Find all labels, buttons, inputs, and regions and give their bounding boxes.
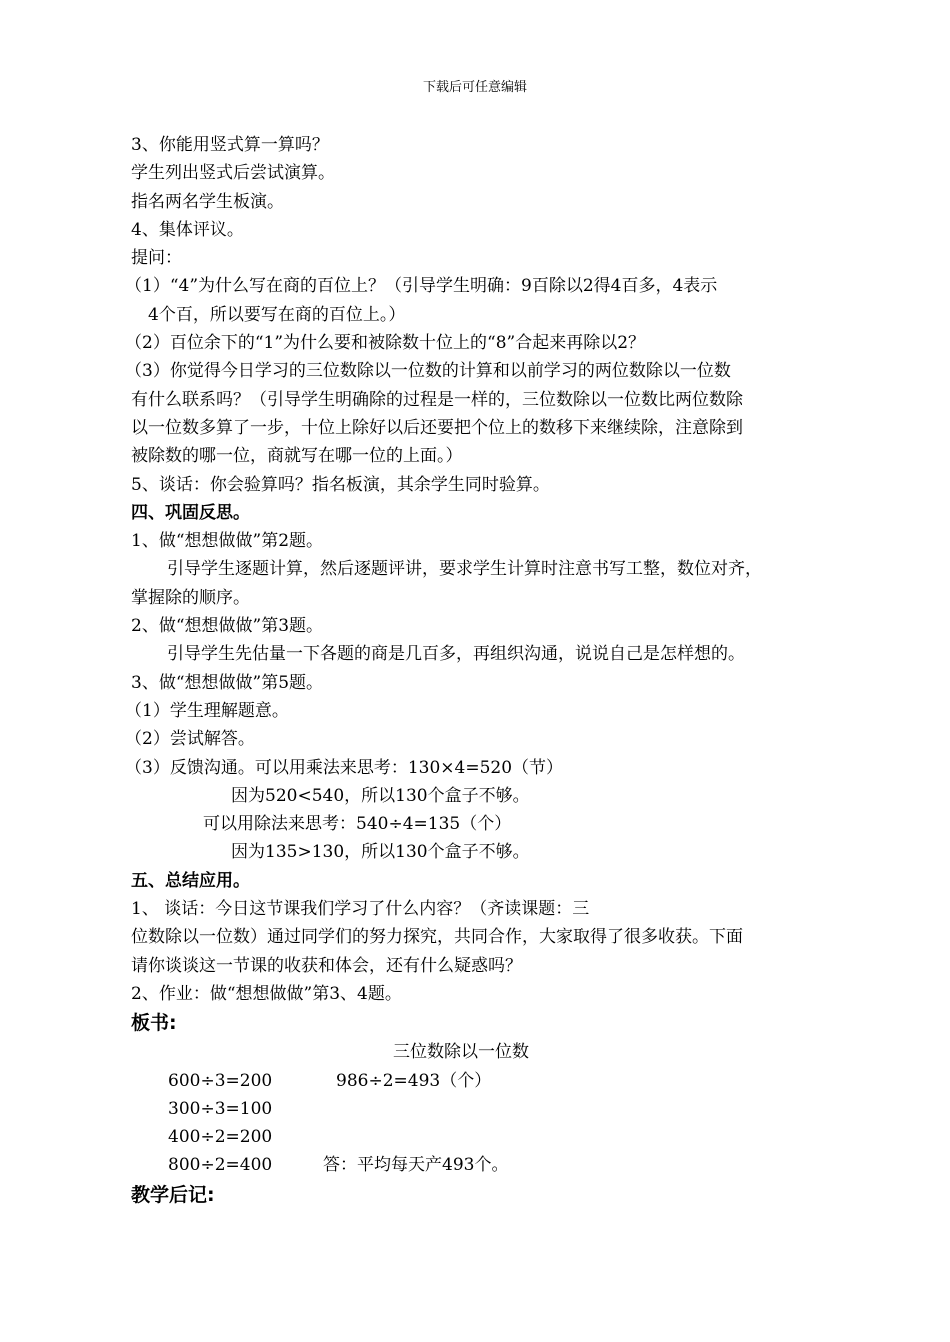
text-line: 被除数的哪一位，商就写在哪一位的上面。） xyxy=(131,446,463,467)
text-line: 可以用除法来思考：540÷4=135（个） xyxy=(203,814,512,835)
text-line: 引导学生先估量一下各题的商是几百多，再组织沟通，说说自己是怎样想的。 xyxy=(167,644,745,665)
board-row xyxy=(131,1151,831,1179)
board-equation: 600÷3=200 xyxy=(168,1070,273,1091)
board-heading: 板书: xyxy=(131,1012,177,1035)
text-line: 4、集体评议。 xyxy=(131,219,244,240)
page-header: 下载后可任意编辑 xyxy=(422,80,527,95)
text-line: 因为520<540，所以130个盒子不够。 xyxy=(231,785,530,806)
board-row xyxy=(131,1095,831,1123)
text-line: （3）反馈沟通。可以用乘法来思考：130×4=520（节） xyxy=(125,757,564,778)
board-row xyxy=(131,1067,831,1095)
board-equation: 400÷2=200 xyxy=(168,1127,273,1148)
text-line: 学生列出竖式后尝试演算。 xyxy=(131,163,335,184)
board-row xyxy=(131,1123,831,1151)
board-answer: 答：平均每天产493个。 xyxy=(323,1155,509,1176)
text-line: 4个百，所以要写在商的百位上。） xyxy=(148,304,406,325)
text-line: （2）尝试解答。 xyxy=(125,729,255,750)
text-line: 3、你能用竖式算一算吗？ xyxy=(131,135,329,155)
text-line: 5、谈话：你会验算吗？指名板演，其余学生同时验算。 xyxy=(131,474,550,495)
text-line: 3、做“想想做做”第5题。 xyxy=(131,672,324,693)
text-line: 提问： xyxy=(131,248,182,269)
text-line: （3）你觉得今日学习的三位数除以一位数的计算和以前学习的两位数除以一位数 xyxy=(125,361,731,382)
text-line: 指名两名学生板演。 xyxy=(131,191,284,212)
text-line: 引导学生逐题计算，然后逐题评讲，要求学生计算时注意书写工整，数位对齐， xyxy=(167,559,762,580)
text-line: 请你谈谈这一节课的收获和体会，还有什么疑惑吗？ xyxy=(131,955,522,976)
text-line: 2、做“想想做做”第3题。 xyxy=(131,616,324,637)
board-equation: 800÷2=400 xyxy=(168,1155,273,1176)
section-heading: 四、巩固反思。 xyxy=(131,502,250,523)
text-line: （2）百位余下的“1”为什么要和被除数十位上的“8”合起来再除以2？ xyxy=(125,333,646,354)
text-line: （1）学生理解题意。 xyxy=(125,700,289,721)
board-equation: 986÷2=493（个） xyxy=(336,1070,492,1091)
text-line: 1、 谈话：今日这节课我们学习了什么内容？（齐读课题：三 xyxy=(131,899,590,920)
text-line: （1）“4”为什么写在商的百位上？（引导学生明确：9百除以2得4百多，4表示 xyxy=(125,276,718,297)
document-body xyxy=(125,131,831,1210)
board-equation: 300÷3=100 xyxy=(168,1098,273,1119)
text-line: 有什么联系吗？（引导学生明确除的过程是一样的，三位数除以一位数比两位数除 xyxy=(131,389,743,410)
section-heading: 五、总结应用。 xyxy=(131,870,250,891)
text-line: 掌握除的顺序。 xyxy=(131,587,250,608)
text-line: 1、做“想想做做”第2题。 xyxy=(131,531,324,552)
text-line: 位数除以一位数）通过同学们的努力探究，共同合作，大家取得了很多收获。下面 xyxy=(131,927,743,948)
text-line: 2、作业：做“想想做做”第3、4题。 xyxy=(131,983,402,1004)
text-line: 以一位数多算了一步，十位上除好以后还要把个位上的数移下来继续除，注意除到 xyxy=(131,417,743,438)
afterword-heading: 教学后记: xyxy=(131,1183,215,1206)
board-title: 三位数除以一位数 xyxy=(393,1042,529,1063)
text-line: 因为135>130，所以130个盒子不够。 xyxy=(231,842,530,863)
